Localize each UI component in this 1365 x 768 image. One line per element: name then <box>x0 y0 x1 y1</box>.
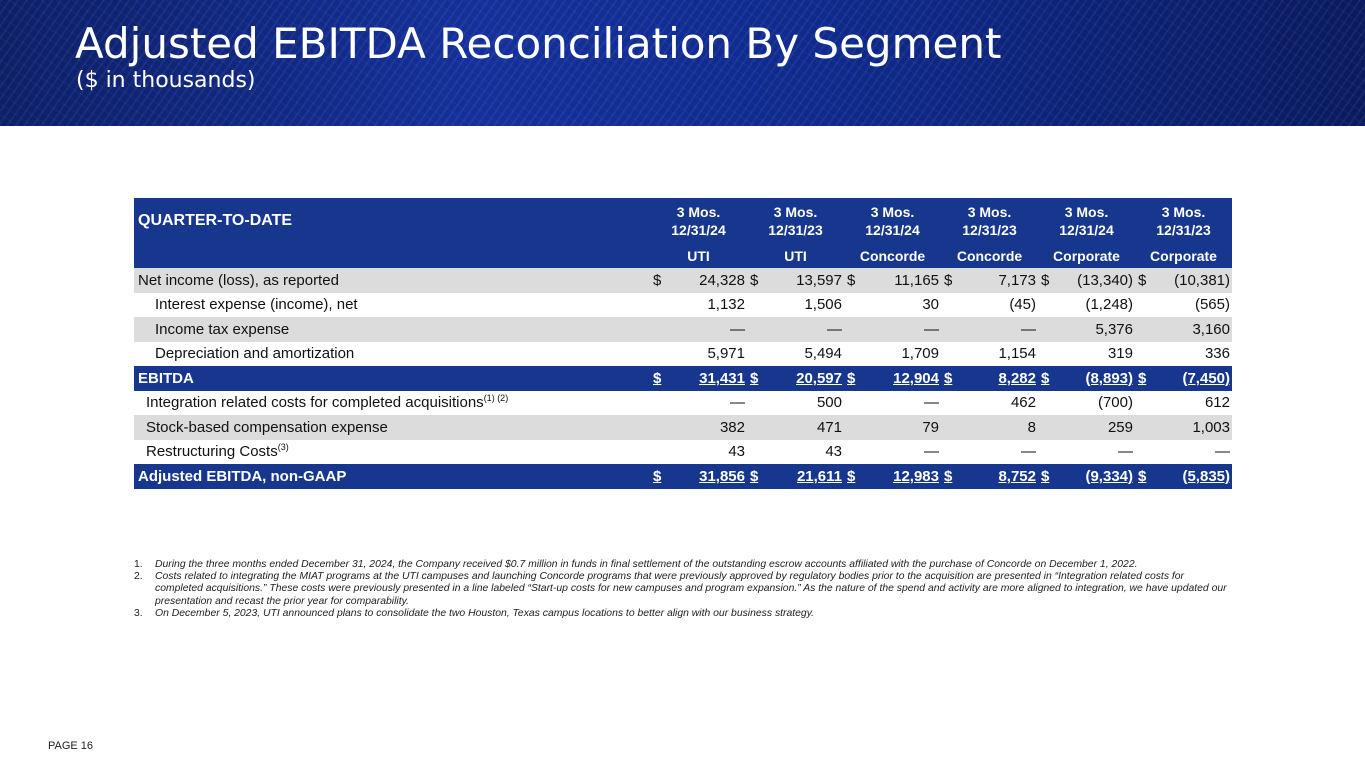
currency-symbol: $ <box>941 366 961 391</box>
currency-symbol <box>941 293 961 318</box>
value-cell: — <box>1118 443 1133 461</box>
row-label-text: Adjusted EBITDA, non-GAAP <box>138 467 347 485</box>
currency-symbol: $ <box>844 268 864 293</box>
table-total-row <box>134 464 1232 489</box>
value-cell: 336 <box>1204 345 1230 363</box>
value-cell: 1,132 <box>707 296 745 314</box>
value-cell: (8,893) <box>1058 366 1135 391</box>
currency-symbol <box>1038 391 1058 416</box>
currency-symbol <box>1038 415 1058 440</box>
currency-symbol <box>1135 342 1155 367</box>
table-row <box>134 293 1232 318</box>
value-cell: 1,709 <box>901 345 939 363</box>
currency-symbol: $ <box>844 464 864 489</box>
currency-symbol <box>747 391 767 416</box>
value-cell: 43 <box>825 443 842 461</box>
value-cell: 8,752 <box>961 464 1038 489</box>
value-cell: 259 <box>1058 415 1135 440</box>
currency-symbol <box>941 415 961 440</box>
value-cell: — <box>670 317 747 342</box>
value-cell: 31,431 <box>670 366 747 391</box>
column-header-segment: UTI <box>650 244 747 268</box>
column-header-period: 3 Mos. 12/31/24 <box>844 198 941 244</box>
currency-symbol <box>844 342 864 367</box>
currency-symbol: $ <box>1038 268 1058 293</box>
column-header-period: 3 Mos. 12/31/23 <box>941 198 1038 244</box>
value-cell: — <box>1021 443 1036 461</box>
currency-symbol: $ <box>844 366 864 391</box>
currency-symbol <box>941 440 961 465</box>
ebitda-reconciliation-table <box>134 198 1232 489</box>
currency-symbol <box>747 440 767 465</box>
column-header-period: 3 Mos. 12/31/24 <box>650 198 747 244</box>
value-cell: (700) <box>1097 394 1133 412</box>
value-cell: 5,971 <box>707 345 745 363</box>
row-label-text: Depreciation and amortization <box>155 345 355 363</box>
value-cell: 12,983 <box>864 464 941 489</box>
value-cell: 30 <box>922 296 939 314</box>
value-cell: — <box>767 317 844 342</box>
header-banner <box>0 0 1365 126</box>
value-cell: 13,597 <box>767 268 844 293</box>
header-spacer <box>134 244 650 268</box>
currency-symbol <box>844 391 864 416</box>
footnote-text: Costs related to integrating the MIAT programs at the UTI campuses and launching Concorde programs that were previously approved by regulatory bodies prior to the acquisition are presented in “Integration related costs for completed acquisitions.” These costs were previously presented in a line labeled “Start-up costs for new campuses and program expansion.” As the nature of the spend and activity are more aligned to integration, we have updated our presentation and recast the prior year for comparability. <box>155 571 1227 607</box>
value-cell: (7,450) <box>1155 366 1232 391</box>
page-number: PAGE 16 <box>48 740 94 752</box>
row-label-text: Restructuring Costs <box>146 443 278 461</box>
value-cell: 20,597 <box>767 366 844 391</box>
value-cell: — <box>730 394 745 412</box>
value-cell: (10,381) <box>1155 268 1232 293</box>
value-cell: 612 <box>1204 394 1230 412</box>
value-cell: 3,160 <box>1155 317 1232 342</box>
currency-symbol <box>941 342 961 367</box>
column-header-segment: Corporate <box>1135 244 1232 268</box>
row-label <box>134 440 650 465</box>
currency-symbol <box>747 342 767 367</box>
table-row <box>134 440 1232 465</box>
footnote-number: 2. <box>134 571 143 583</box>
currency-symbol <box>1135 391 1155 416</box>
value-cell: (13,340) <box>1058 268 1135 293</box>
value-cell: 5,494 <box>804 345 842 363</box>
value-cell: — <box>924 443 939 461</box>
value-cell: 8 <box>961 415 1038 440</box>
row-label <box>134 342 650 367</box>
value-cell: 1,506 <box>804 296 842 314</box>
currency-symbol <box>747 293 767 318</box>
footnote-item <box>134 559 1234 571</box>
footnotes <box>134 559 1234 620</box>
currency-symbol <box>1038 342 1058 367</box>
currency-symbol: $ <box>1135 464 1155 489</box>
value-cell: — <box>864 317 941 342</box>
table-total-row <box>134 366 1232 391</box>
footnote-number: 3. <box>134 607 143 619</box>
value-cell: (1,248) <box>1085 296 1133 314</box>
column-header-period: 3 Mos. 12/31/23 <box>1135 198 1232 244</box>
currency-symbol <box>844 415 864 440</box>
page-title: Adjusted EBITDA Reconciliation By Segment <box>75 19 1002 68</box>
value-cell: 1,154 <box>998 345 1036 363</box>
currency-symbol <box>844 317 864 342</box>
row-label-text: Interest expense (income), net <box>155 296 358 314</box>
currency-symbol <box>747 317 767 342</box>
currency-symbol <box>941 391 961 416</box>
currency-symbol <box>747 415 767 440</box>
row-label <box>134 464 650 489</box>
value-cell: 1,003 <box>1155 415 1232 440</box>
row-label <box>134 268 650 293</box>
value-cell: 382 <box>670 415 747 440</box>
section-label: QUARTER-TO-DATE <box>134 198 650 244</box>
header-row-periods <box>134 198 1232 244</box>
footnote-reference: (1) (2) <box>483 393 509 404</box>
currency-symbol <box>1135 317 1155 342</box>
row-label <box>134 317 650 342</box>
currency-symbol <box>650 342 670 367</box>
currency-symbol <box>650 391 670 416</box>
value-cell: 319 <box>1107 345 1133 363</box>
column-header-segment: Concorde <box>844 244 941 268</box>
currency-symbol <box>1038 293 1058 318</box>
table-row <box>134 391 1232 416</box>
page-subtitle: ($ in thousands) <box>76 68 256 93</box>
value-cell: 5,376 <box>1058 317 1135 342</box>
footnote-item <box>134 608 1234 620</box>
currency-symbol: $ <box>650 464 670 489</box>
currency-symbol: $ <box>747 464 767 489</box>
value-cell: 8,282 <box>961 366 1038 391</box>
value-cell: 43 <box>728 443 745 461</box>
row-label <box>134 293 650 318</box>
currency-symbol: $ <box>1038 464 1058 489</box>
value-cell: 500 <box>816 394 842 412</box>
currency-symbol <box>1135 440 1155 465</box>
value-cell: — <box>1215 443 1230 461</box>
footnote-item <box>134 571 1234 608</box>
row-label <box>134 366 650 391</box>
currency-symbol <box>1038 440 1058 465</box>
value-cell: (565) <box>1194 296 1230 314</box>
table-row <box>134 415 1232 440</box>
row-label-text: EBITDA <box>138 369 194 387</box>
value-cell: (5,835) <box>1155 464 1232 489</box>
currency-symbol <box>650 317 670 342</box>
currency-symbol <box>650 415 670 440</box>
footnote-text: During the three months ended December 31, 2024, the Company received $0.7 million in funds in final settlement of the outstanding escrow accounts affiliated with the purchase of Concorde on December 1, 2022. <box>155 559 1138 570</box>
currency-symbol <box>650 440 670 465</box>
column-header-period: 3 Mos. 12/31/24 <box>1038 198 1135 244</box>
value-cell: — <box>924 394 939 412</box>
row-label-text: Stock-based compensation expense <box>146 418 388 436</box>
currency-symbol <box>1135 415 1155 440</box>
header-row-segments <box>134 244 1232 268</box>
currency-symbol: $ <box>747 366 767 391</box>
row-label-text: Net income (loss), as reported <box>138 271 339 289</box>
table-row <box>134 268 1232 293</box>
currency-symbol <box>1135 293 1155 318</box>
value-cell: 462 <box>1010 394 1036 412</box>
value-cell: 471 <box>767 415 844 440</box>
column-header-segment: UTI <box>747 244 844 268</box>
currency-symbol <box>941 317 961 342</box>
column-header-period: 3 Mos. 12/31/23 <box>747 198 844 244</box>
row-label-text: Income tax expense <box>155 320 290 338</box>
value-cell: — <box>961 317 1038 342</box>
value-cell: 24,328 <box>670 268 747 293</box>
table-row <box>134 317 1232 342</box>
row-label <box>134 391 650 416</box>
value-cell: 21,611 <box>767 464 844 489</box>
currency-symbol: $ <box>941 464 961 489</box>
value-cell: 12,904 <box>864 366 941 391</box>
value-cell: (45) <box>1009 296 1036 314</box>
currency-symbol <box>1038 317 1058 342</box>
footnote-number: 1. <box>134 559 143 570</box>
column-header-segment: Corporate <box>1038 244 1135 268</box>
value-cell: 79 <box>864 415 941 440</box>
row-label-text: Integration related costs for completed acquisitions <box>146 394 484 412</box>
row-label <box>134 415 650 440</box>
column-header-segment: Concorde <box>941 244 1038 268</box>
currency-symbol: $ <box>1135 268 1155 293</box>
value-cell: 11,165 <box>864 268 941 293</box>
footnote-reference: (3) <box>277 442 289 453</box>
value-cell: (9,334) <box>1058 464 1135 489</box>
value-cell: 31,856 <box>670 464 747 489</box>
currency-symbol: $ <box>650 366 670 391</box>
footnote-text: On December 5, 2023, UTI announced plans to consolidate the two Houston, Texas campus locations to better align with our business strategy. <box>155 607 815 619</box>
currency-symbol: $ <box>1038 366 1058 391</box>
currency-symbol: $ <box>747 268 767 293</box>
table-row <box>134 342 1232 367</box>
currency-symbol <box>844 440 864 465</box>
currency-symbol: $ <box>650 268 670 293</box>
currency-symbol <box>650 293 670 318</box>
currency-symbol <box>844 293 864 318</box>
currency-symbol: $ <box>941 268 961 293</box>
currency-symbol: $ <box>1135 366 1155 391</box>
value-cell: 7,173 <box>961 268 1038 293</box>
